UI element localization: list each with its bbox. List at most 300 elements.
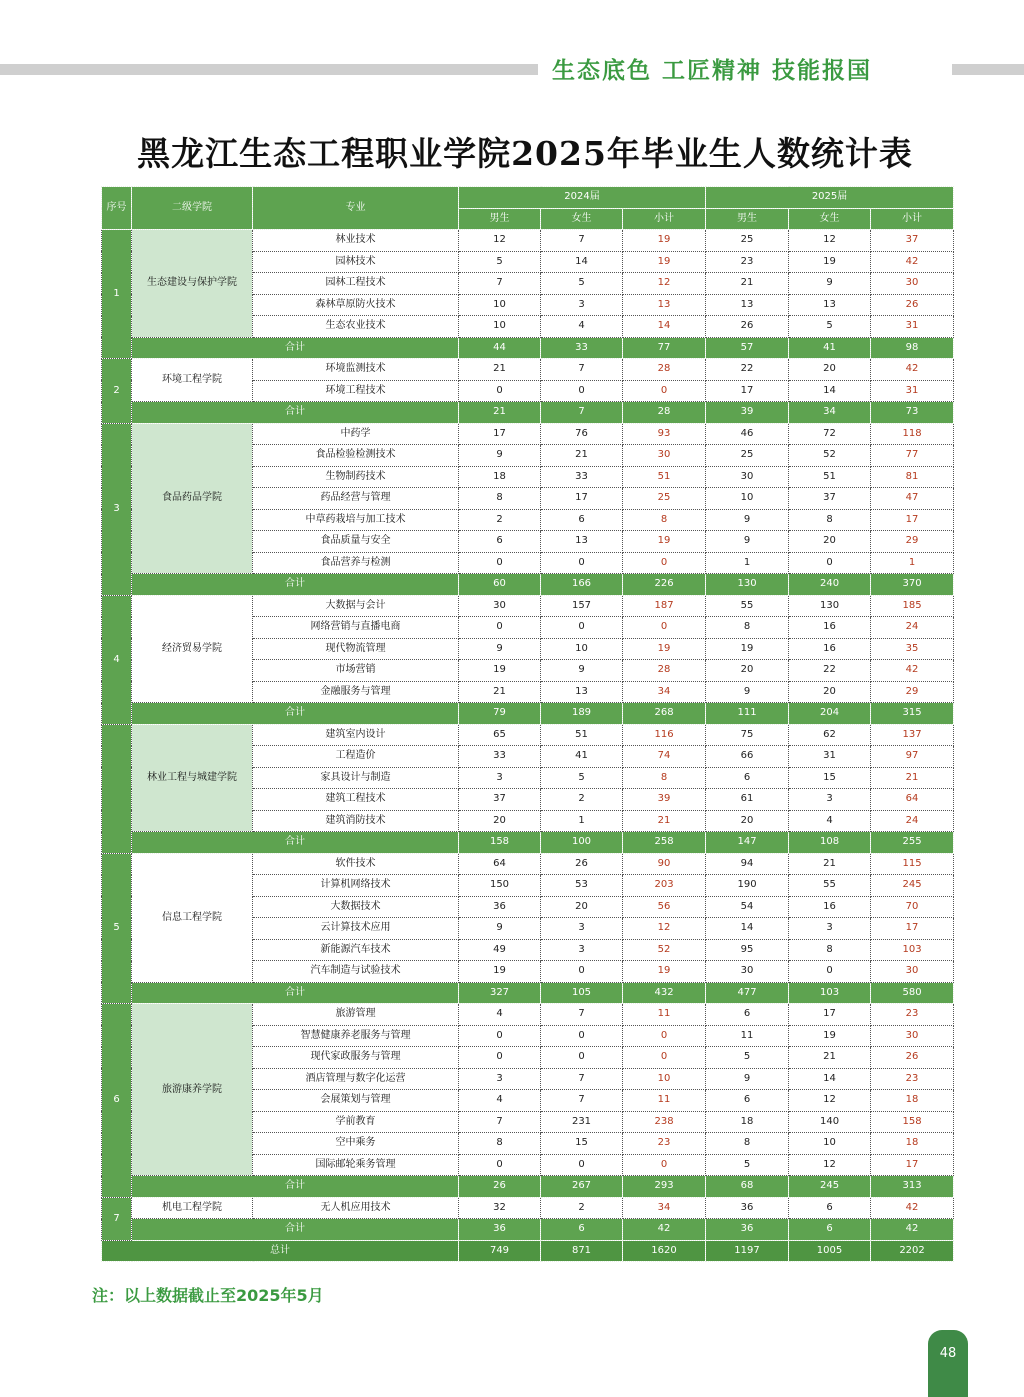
major-cell: 新能源汽车技术 <box>253 939 459 961</box>
female-2025-cell: 20 <box>789 531 871 553</box>
subtotal-subtotal-2025-cell: 42 <box>871 1219 954 1241</box>
female-2024-cell: 51 <box>541 724 623 746</box>
female-2025-cell: 12 <box>789 1154 871 1176</box>
subtotal-2024-cell: 8 <box>623 767 706 789</box>
subtotal-2024-cell: 11 <box>623 1004 706 1026</box>
subtotal-subtotal-2024-cell: 258 <box>623 832 706 854</box>
female-2024-cell: 3 <box>541 939 623 961</box>
major-cell: 药品经营与管理 <box>253 488 459 510</box>
male-2025-cell: 22 <box>706 359 789 381</box>
female-2025-cell: 5 <box>789 316 871 338</box>
major-cell: 中草药栽培与加工技术 <box>253 509 459 531</box>
major-cell: 智慧健康养老服务与管理 <box>253 1025 459 1047</box>
female-2024-cell: 5 <box>541 273 623 295</box>
female-2024-cell: 7 <box>541 1004 623 1026</box>
male-2025-cell: 13 <box>706 294 789 316</box>
male-2025-cell: 9 <box>706 1068 789 1090</box>
subtotal-2024-cell: 74 <box>623 746 706 768</box>
female-2024-cell: 2 <box>541 1197 623 1219</box>
male-2024-cell: 9 <box>459 638 541 660</box>
male-2025-cell: 5 <box>706 1047 789 1069</box>
female-2025-cell: 14 <box>789 380 871 402</box>
subtotal-2024-cell: 56 <box>623 896 706 918</box>
subtotal-2025-cell: 245 <box>871 875 954 897</box>
male-2024-cell: 19 <box>459 660 541 682</box>
male-2024-cell: 4 <box>459 1004 541 1026</box>
female-2025-cell: 21 <box>789 1047 871 1069</box>
male-2024-cell: 0 <box>459 1025 541 1047</box>
subtotal-2025-cell: 42 <box>871 660 954 682</box>
male-2025-cell: 11 <box>706 1025 789 1047</box>
college-cell: 机电工程学院 <box>132 1197 253 1219</box>
male-2025-cell: 21 <box>706 273 789 295</box>
male-2024-cell: 0 <box>459 617 541 639</box>
female-2025-cell: 0 <box>789 552 871 574</box>
subtotal-2024-cell: 238 <box>623 1111 706 1133</box>
male-2024-cell: 3 <box>459 767 541 789</box>
subtotal-female-2024-cell: 267 <box>541 1176 623 1198</box>
female-2025-cell: 22 <box>789 660 871 682</box>
subtotal-2024-cell: 19 <box>623 961 706 983</box>
subtotal-2025-cell: 24 <box>871 810 954 832</box>
male-2024-cell: 3 <box>459 1068 541 1090</box>
male-2024-cell: 49 <box>459 939 541 961</box>
subtotal-female-2024-cell: 33 <box>541 337 623 359</box>
subtotal-2025-cell: 103 <box>871 939 954 961</box>
subtotal-2025-cell: 30 <box>871 961 954 983</box>
subtotal-2024-cell: 28 <box>623 359 706 381</box>
female-2024-cell: 0 <box>541 1154 623 1176</box>
subtotal-2024-cell: 0 <box>623 617 706 639</box>
male-2025-cell: 9 <box>706 531 789 553</box>
table-row <box>102 724 954 746</box>
female-2025-cell: 16 <box>789 638 871 660</box>
female-2024-cell: 0 <box>541 552 623 574</box>
female-2025-cell: 140 <box>789 1111 871 1133</box>
subtotal-subtotal-2024-cell: 42 <box>623 1219 706 1241</box>
female-2025-cell: 62 <box>789 724 871 746</box>
male-2024-cell: 7 <box>459 273 541 295</box>
female-2024-cell: 76 <box>541 423 623 445</box>
subtotal-2024-cell: 39 <box>623 789 706 811</box>
male-2025-cell: 30 <box>706 961 789 983</box>
subtotal-2025-cell: 17 <box>871 918 954 940</box>
seq-cell: 7 <box>102 1197 132 1240</box>
female-2024-cell: 0 <box>541 1025 623 1047</box>
subtotal-label: 合计 <box>132 703 459 725</box>
subtotal-male-2025-cell: 111 <box>706 703 789 725</box>
header-decor-bar-right <box>952 64 1024 75</box>
subtotal-2024-cell: 25 <box>623 488 706 510</box>
subtotal-female-2025-cell: 204 <box>789 703 871 725</box>
male-2024-cell: 21 <box>459 359 541 381</box>
female-2025-cell: 14 <box>789 1068 871 1090</box>
male-2024-cell: 20 <box>459 810 541 832</box>
male-2024-cell: 10 <box>459 294 541 316</box>
female-2024-cell: 3 <box>541 294 623 316</box>
female-2025-cell: 9 <box>789 273 871 295</box>
subtotal-female-2024-cell: 105 <box>541 982 623 1004</box>
male-2024-cell: 150 <box>459 875 541 897</box>
male-2024-cell: 0 <box>459 552 541 574</box>
male-2025-cell: 20 <box>706 660 789 682</box>
female-2025-cell: 52 <box>789 445 871 467</box>
subtotal-2024-cell: 23 <box>623 1133 706 1155</box>
male-2025-cell: 10 <box>706 488 789 510</box>
subtotal-2025-cell: 31 <box>871 380 954 402</box>
subtotal-male-2024-cell: 327 <box>459 982 541 1004</box>
subtotal-2025-cell: 77 <box>871 445 954 467</box>
female-2024-cell: 15 <box>541 1133 623 1155</box>
subtotal-2025-cell: 42 <box>871 1197 954 1219</box>
male-2025-cell: 19 <box>706 638 789 660</box>
female-2024-cell: 1 <box>541 810 623 832</box>
seq-cell: 4 <box>102 595 132 724</box>
female-2025-cell: 8 <box>789 509 871 531</box>
subtotal-subtotal-2024-cell: 77 <box>623 337 706 359</box>
subtotal-subtotal-2024-cell: 432 <box>623 982 706 1004</box>
header-decor-bar-left <box>0 64 538 75</box>
major-cell: 家具设计与制造 <box>253 767 459 789</box>
major-cell: 无人机应用技术 <box>253 1197 459 1219</box>
subtotal-2024-cell: 0 <box>623 1025 706 1047</box>
subtotal-row <box>102 402 954 424</box>
subtotal-2025-cell: 1 <box>871 552 954 574</box>
table-row <box>102 359 954 381</box>
grand-total-row <box>102 1240 954 1262</box>
table-row <box>102 595 954 617</box>
male-2025-cell: 9 <box>706 681 789 703</box>
male-2025-cell: 190 <box>706 875 789 897</box>
male-2025-cell: 20 <box>706 810 789 832</box>
subtotal-2025-cell: 21 <box>871 767 954 789</box>
male-2024-cell: 8 <box>459 488 541 510</box>
subtotal-2025-cell: 23 <box>871 1004 954 1026</box>
male-2024-cell: 2 <box>459 509 541 531</box>
male-2024-cell: 17 <box>459 423 541 445</box>
subtotal-male-2025-cell: 147 <box>706 832 789 854</box>
subtotal-2024-cell: 90 <box>623 853 706 875</box>
subtotal-subtotal-2024-cell: 28 <box>623 402 706 424</box>
subtotal-2024-cell: 0 <box>623 380 706 402</box>
male-2025-cell: 9 <box>706 509 789 531</box>
subtotal-2024-cell: 21 <box>623 810 706 832</box>
female-2025-cell: 19 <box>789 1025 871 1047</box>
male-2025-cell: 23 <box>706 251 789 273</box>
male-2024-cell: 0 <box>459 1047 541 1069</box>
female-2025-cell: 0 <box>789 961 871 983</box>
male-2025-cell: 26 <box>706 316 789 338</box>
college-cell: 环境工程学院 <box>132 359 253 402</box>
major-cell: 汽车制造与试验技术 <box>253 961 459 983</box>
female-2025-cell: 17 <box>789 1004 871 1026</box>
page-number: 48 <box>928 1330 968 1397</box>
header-year-2024: 2024届 <box>459 187 706 209</box>
subtotal-subtotal-2025-cell: 315 <box>871 703 954 725</box>
college-cell: 经济贸易学院 <box>132 595 253 703</box>
subtotal-2024-cell: 19 <box>623 251 706 273</box>
male-2024-cell: 21 <box>459 681 541 703</box>
male-2024-cell: 9 <box>459 918 541 940</box>
subtotal-male-2024-cell: 21 <box>459 402 541 424</box>
college-cell: 旅游康养学院 <box>132 1004 253 1176</box>
subtotal-2024-cell: 10 <box>623 1068 706 1090</box>
major-cell: 学前教育 <box>253 1111 459 1133</box>
subtotal-male-2024-cell: 44 <box>459 337 541 359</box>
major-cell: 网络营销与直播电商 <box>253 617 459 639</box>
male-2025-cell: 1 <box>706 552 789 574</box>
subtotal-2025-cell: 18 <box>871 1090 954 1112</box>
male-2025-cell: 66 <box>706 746 789 768</box>
male-2025-cell: 18 <box>706 1111 789 1133</box>
female-2024-cell: 0 <box>541 1047 623 1069</box>
seq-cell: 5 <box>102 853 132 1004</box>
female-2024-cell: 0 <box>541 617 623 639</box>
subtotal-label: 合计 <box>132 337 459 359</box>
female-2025-cell: 19 <box>789 251 871 273</box>
male-2024-cell: 5 <box>459 251 541 273</box>
female-2025-cell: 6 <box>789 1197 871 1219</box>
major-cell: 云计算技术应用 <box>253 918 459 940</box>
seq-cell <box>102 724 132 853</box>
subtotal-2025-cell: 42 <box>871 359 954 381</box>
major-cell: 环境监测技术 <box>253 359 459 381</box>
female-2025-cell: 4 <box>789 810 871 832</box>
subtotal-2024-cell: 14 <box>623 316 706 338</box>
subtotal-2024-cell: 51 <box>623 466 706 488</box>
male-2025-cell: 46 <box>706 423 789 445</box>
subtotal-2025-cell: 31 <box>871 316 954 338</box>
subtotal-row <box>102 982 954 1004</box>
male-2024-cell: 8 <box>459 1133 541 1155</box>
female-2025-cell: 16 <box>789 617 871 639</box>
female-2025-cell: 10 <box>789 1133 871 1155</box>
header-major: 专业 <box>253 187 459 230</box>
male-2025-cell: 95 <box>706 939 789 961</box>
subtotal-2025-cell: 158 <box>871 1111 954 1133</box>
major-cell: 国际邮轮乘务管理 <box>253 1154 459 1176</box>
female-2024-cell: 9 <box>541 660 623 682</box>
subtotal-2025-cell: 17 <box>871 509 954 531</box>
grand-total-subtotal-2025-cell: 2202 <box>871 1240 954 1262</box>
subtotal-female-2024-cell: 166 <box>541 574 623 596</box>
subtotal-label: 合计 <box>132 574 459 596</box>
male-2024-cell: 7 <box>459 1111 541 1133</box>
subtotal-male-2024-cell: 79 <box>459 703 541 725</box>
subtotal-2024-cell: 0 <box>623 1047 706 1069</box>
female-2024-cell: 0 <box>541 380 623 402</box>
major-cell: 大数据技术 <box>253 896 459 918</box>
subtotal-2024-cell: 28 <box>623 660 706 682</box>
female-2025-cell: 130 <box>789 595 871 617</box>
female-2024-cell: 231 <box>541 1111 623 1133</box>
slogan: 生态底色 工匠精神 技能报国 <box>552 57 873 84</box>
subtotal-male-2025-cell: 57 <box>706 337 789 359</box>
subtotal-female-2025-cell: 34 <box>789 402 871 424</box>
header-college: 二级学院 <box>132 187 253 230</box>
major-cell: 工程造价 <box>253 746 459 768</box>
subtotal-2024-cell: 0 <box>623 552 706 574</box>
subtotal-label: 合计 <box>132 832 459 854</box>
female-2025-cell: 12 <box>789 1090 871 1112</box>
grand-total-label: 总计 <box>102 1240 459 1262</box>
subtotal-2025-cell: 35 <box>871 638 954 660</box>
female-2024-cell: 0 <box>541 961 623 983</box>
subtotal-male-2025-cell: 477 <box>706 982 789 1004</box>
subtotal-2025-cell: 30 <box>871 1025 954 1047</box>
female-2024-cell: 20 <box>541 896 623 918</box>
subtotal-male-2024-cell: 36 <box>459 1219 541 1241</box>
subtotal-2024-cell: 187 <box>623 595 706 617</box>
major-cell: 生态农业技术 <box>253 316 459 338</box>
subtotal-subtotal-2025-cell: 313 <box>871 1176 954 1198</box>
major-cell: 软件技术 <box>253 853 459 875</box>
subtotal-label: 合计 <box>132 402 459 424</box>
male-2025-cell: 5 <box>706 1154 789 1176</box>
male-2024-cell: 64 <box>459 853 541 875</box>
seq-cell: 6 <box>102 1004 132 1198</box>
male-2024-cell: 9 <box>459 445 541 467</box>
subtotal-2024-cell: 116 <box>623 724 706 746</box>
table-row <box>102 423 954 445</box>
subtotal-subtotal-2025-cell: 73 <box>871 402 954 424</box>
female-2025-cell: 21 <box>789 853 871 875</box>
male-2024-cell: 33 <box>459 746 541 768</box>
seq-cell: 2 <box>102 359 132 424</box>
college-cell: 生态建设与保护学院 <box>132 230 253 338</box>
subtotal-2024-cell: 12 <box>623 273 706 295</box>
header-female-2024: 女生 <box>541 208 623 230</box>
female-2025-cell: 51 <box>789 466 871 488</box>
male-2024-cell: 19 <box>459 961 541 983</box>
male-2024-cell: 36 <box>459 896 541 918</box>
male-2025-cell: 75 <box>706 724 789 746</box>
subtotal-2024-cell: 34 <box>623 1197 706 1219</box>
footnote: 注：以上数据截止至2025年5月 <box>92 1286 324 1305</box>
subtotal-row <box>102 832 954 854</box>
subtotal-subtotal-2024-cell: 226 <box>623 574 706 596</box>
major-cell: 大数据与会计 <box>253 595 459 617</box>
major-cell: 林业技术 <box>253 230 459 252</box>
female-2024-cell: 41 <box>541 746 623 768</box>
table-row <box>102 853 954 875</box>
major-cell: 空中乘务 <box>253 1133 459 1155</box>
subtotal-female-2025-cell: 41 <box>789 337 871 359</box>
male-2024-cell: 18 <box>459 466 541 488</box>
subtotal-2025-cell: 118 <box>871 423 954 445</box>
subtotal-label: 合计 <box>132 1176 459 1198</box>
college-cell: 林业工程与城建学院 <box>132 724 253 832</box>
subtotal-subtotal-2025-cell: 255 <box>871 832 954 854</box>
female-2024-cell: 7 <box>541 359 623 381</box>
male-2024-cell: 10 <box>459 316 541 338</box>
female-2024-cell: 3 <box>541 918 623 940</box>
male-2025-cell: 6 <box>706 1004 789 1026</box>
subtotal-2025-cell: 30 <box>871 273 954 295</box>
male-2024-cell: 32 <box>459 1197 541 1219</box>
major-cell: 环境工程技术 <box>253 380 459 402</box>
subtotal-2025-cell: 185 <box>871 595 954 617</box>
female-2025-cell: 55 <box>789 875 871 897</box>
female-2025-cell: 37 <box>789 488 871 510</box>
major-cell: 酒店管理与数字化运营 <box>253 1068 459 1090</box>
male-2025-cell: 25 <box>706 445 789 467</box>
male-2025-cell: 6 <box>706 767 789 789</box>
female-2024-cell: 33 <box>541 466 623 488</box>
subtotal-2025-cell: 42 <box>871 251 954 273</box>
female-2025-cell: 16 <box>789 896 871 918</box>
major-cell: 市场营销 <box>253 660 459 682</box>
header-male-2024: 男生 <box>459 208 541 230</box>
male-2025-cell: 25 <box>706 230 789 252</box>
male-2024-cell: 0 <box>459 380 541 402</box>
subtotal-2024-cell: 30 <box>623 445 706 467</box>
subtotal-2025-cell: 29 <box>871 681 954 703</box>
subtotal-female-2025-cell: 103 <box>789 982 871 1004</box>
female-2025-cell: 12 <box>789 230 871 252</box>
female-2025-cell: 3 <box>789 918 871 940</box>
grand-total-female-2024-cell: 871 <box>541 1240 623 1262</box>
female-2024-cell: 14 <box>541 251 623 273</box>
major-cell: 现代家政服务与管理 <box>253 1047 459 1069</box>
page-title: 黑龙江生态工程职业学院2025年毕业生人数统计表 <box>137 134 913 173</box>
male-2024-cell: 65 <box>459 724 541 746</box>
header-subtotal-2025: 小计 <box>871 208 954 230</box>
major-cell: 园林技术 <box>253 251 459 273</box>
major-cell: 旅游管理 <box>253 1004 459 1026</box>
male-2025-cell: 55 <box>706 595 789 617</box>
male-2024-cell: 6 <box>459 531 541 553</box>
subtotal-2024-cell: 19 <box>623 638 706 660</box>
major-cell: 建筑工程技术 <box>253 789 459 811</box>
subtotal-female-2024-cell: 189 <box>541 703 623 725</box>
table-row <box>102 1004 954 1026</box>
female-2024-cell: 4 <box>541 316 623 338</box>
grand-total-subtotal-2024-cell: 1620 <box>623 1240 706 1262</box>
subtotal-male-2024-cell: 26 <box>459 1176 541 1198</box>
female-2024-cell: 7 <box>541 230 623 252</box>
male-2025-cell: 94 <box>706 853 789 875</box>
major-cell: 生物制药技术 <box>253 466 459 488</box>
grand-total-male-2025-cell: 1197 <box>706 1240 789 1262</box>
subtotal-female-2024-cell: 6 <box>541 1219 623 1241</box>
male-2025-cell: 6 <box>706 1090 789 1112</box>
male-2025-cell: 17 <box>706 380 789 402</box>
subtotal-male-2025-cell: 36 <box>706 1219 789 1241</box>
subtotal-row <box>102 337 954 359</box>
subtotal-2024-cell: 13 <box>623 294 706 316</box>
seq-cell: 3 <box>102 423 132 595</box>
female-2024-cell: 21 <box>541 445 623 467</box>
male-2024-cell: 4 <box>459 1090 541 1112</box>
subtotal-label: 合计 <box>132 1219 459 1241</box>
subtotal-male-2024-cell: 60 <box>459 574 541 596</box>
subtotal-2024-cell: 34 <box>623 681 706 703</box>
male-2025-cell: 61 <box>706 789 789 811</box>
subtotal-2025-cell: 47 <box>871 488 954 510</box>
male-2025-cell: 54 <box>706 896 789 918</box>
major-cell: 现代物流管理 <box>253 638 459 660</box>
female-2024-cell: 26 <box>541 853 623 875</box>
header-row-1 <box>102 187 954 209</box>
subtotal-subtotal-2024-cell: 293 <box>623 1176 706 1198</box>
female-2024-cell: 13 <box>541 681 623 703</box>
male-2024-cell: 37 <box>459 789 541 811</box>
header-female-2025: 女生 <box>789 208 871 230</box>
subtotal-2025-cell: 115 <box>871 853 954 875</box>
header-male-2025: 男生 <box>706 208 789 230</box>
subtotal-2024-cell: 11 <box>623 1090 706 1112</box>
